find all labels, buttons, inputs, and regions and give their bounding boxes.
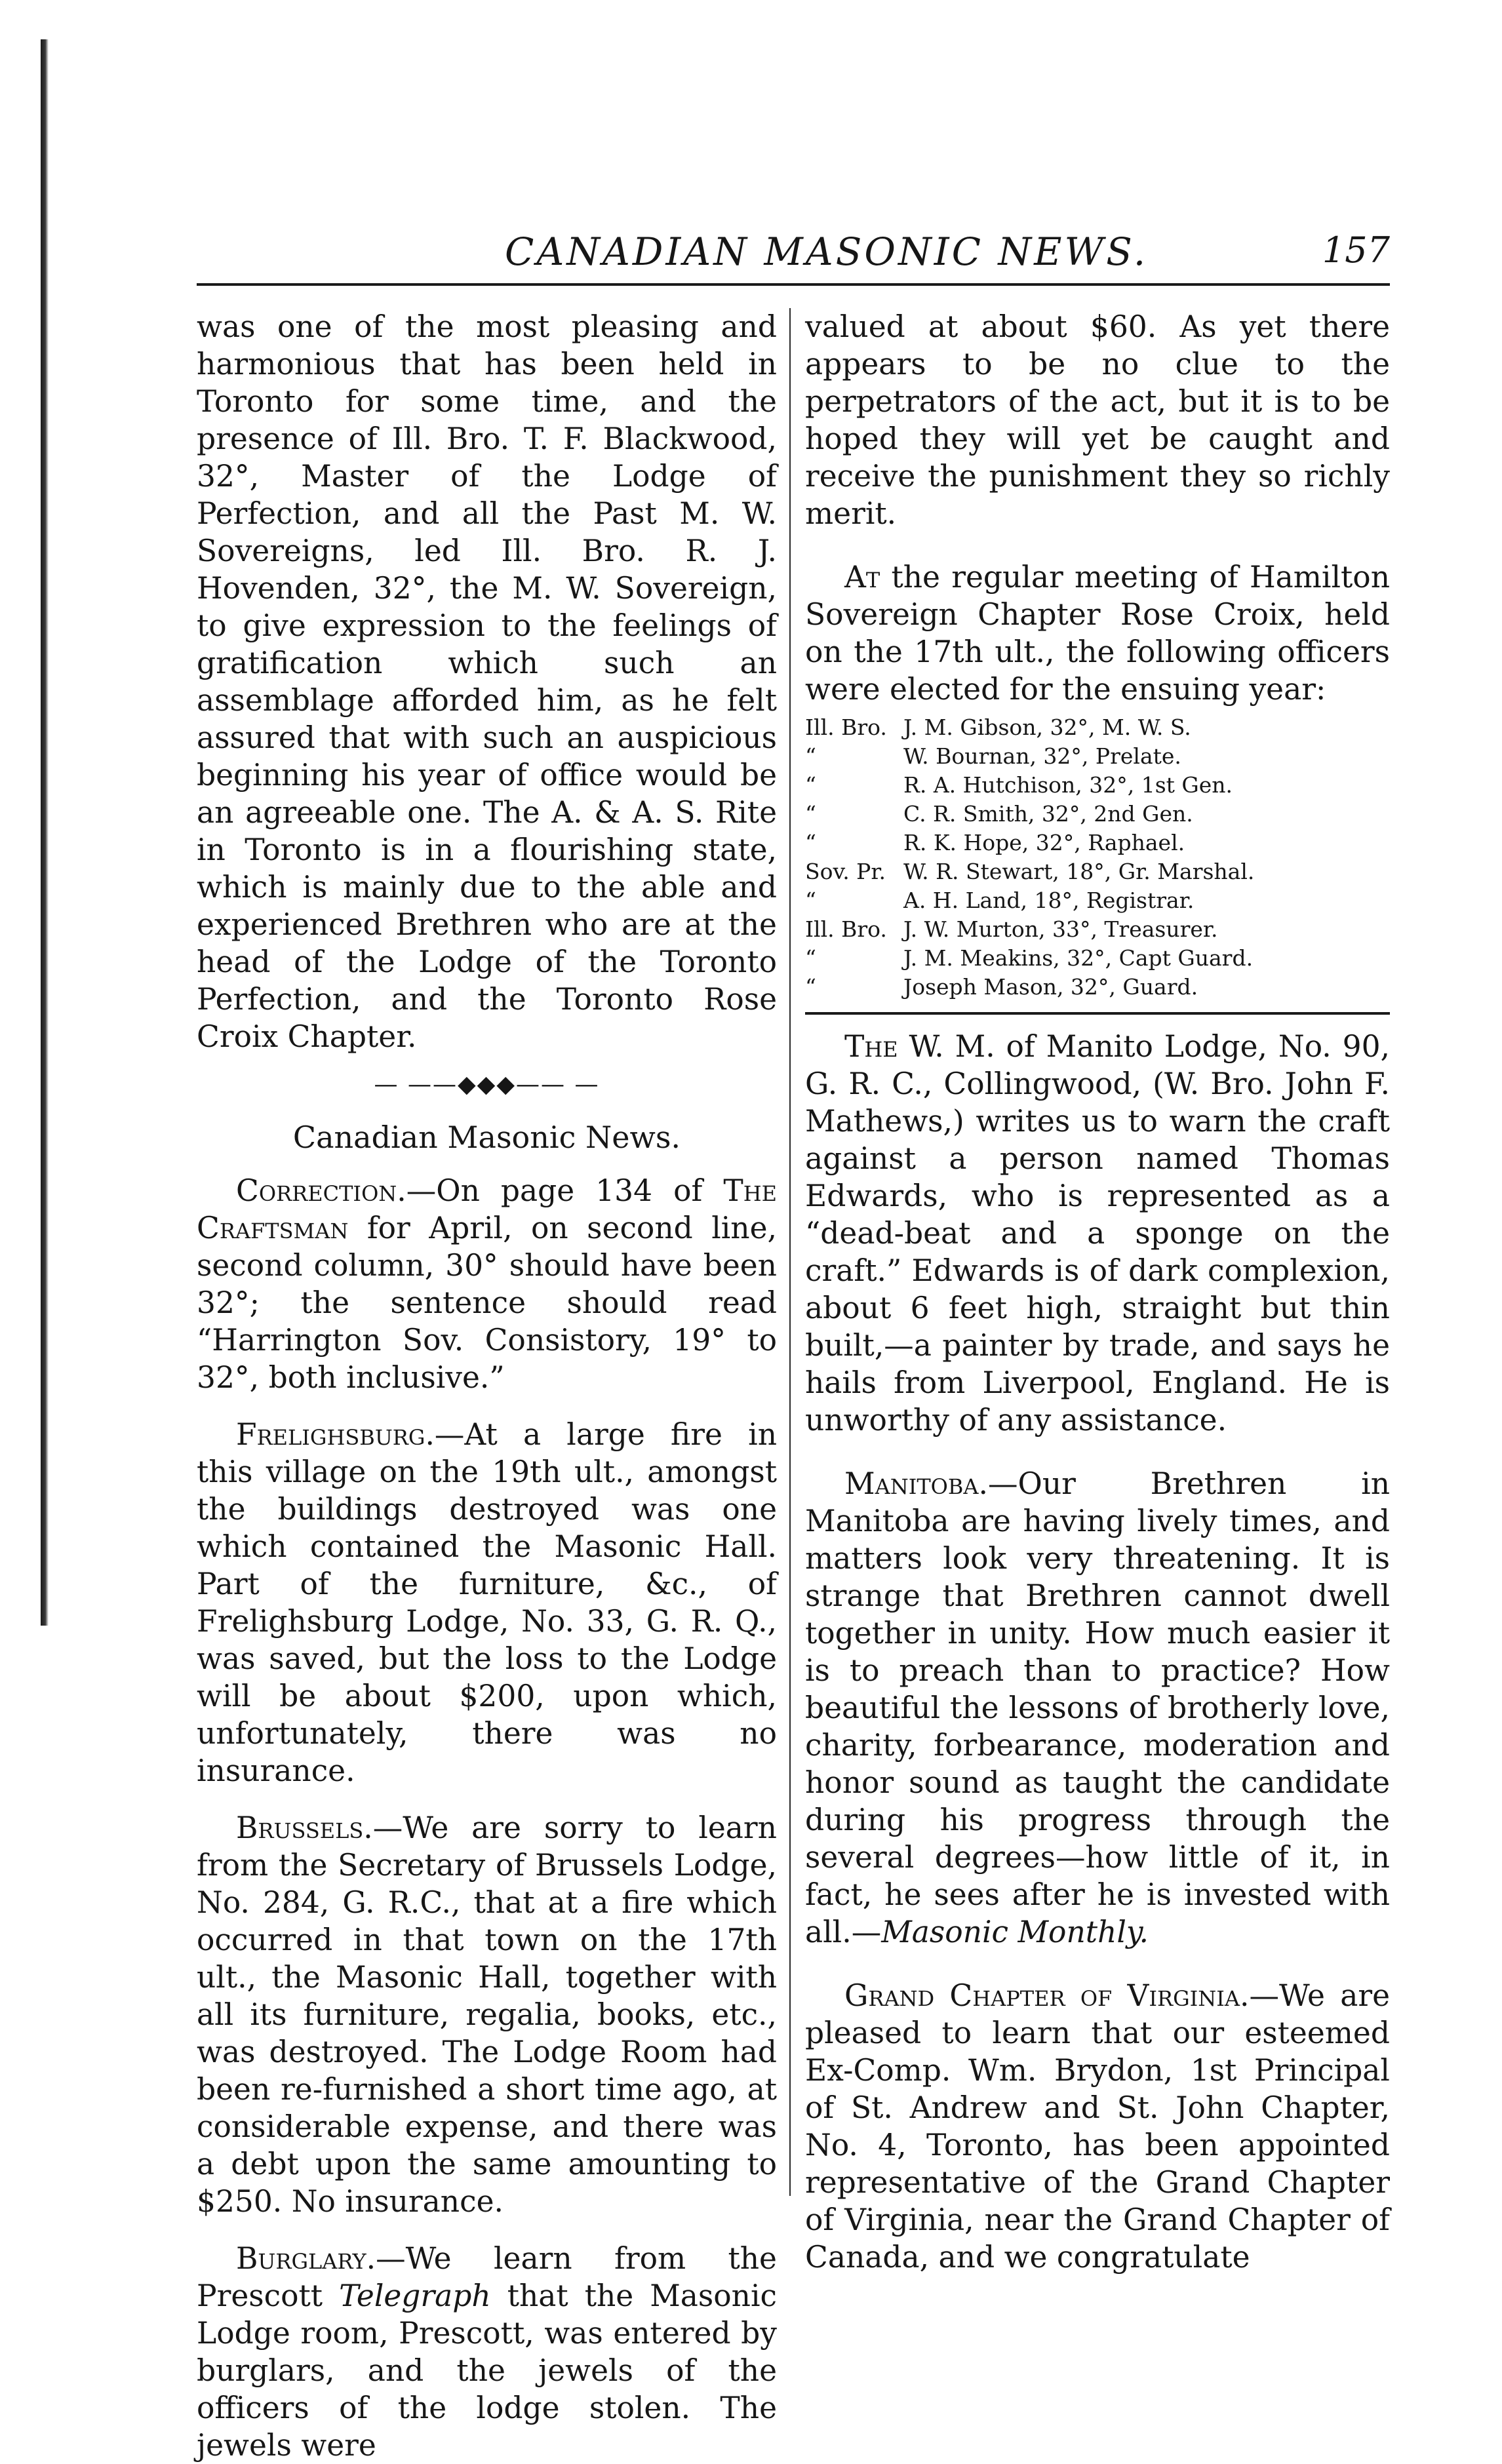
- officer-name: W. Bournan, 32°, Prelate.: [903, 743, 1181, 769]
- item-text: —We learn from the Prescott: [197, 2241, 777, 2313]
- item-text: that the Masonic Lodge room, Prescott, was entered by burglars, and the jewels of the officers of the lodge stolen. The jewels were: [197, 2278, 777, 2463]
- continued-paragraph: was one of the most pleasing and harmonious that has been held in Toronto for some time, and the presence of Ill. Bro. T. F. Blackwood, 32°, Master of the Lodge of Perfection, and all the Past M. W. Sovereigns, led Ill. Bro. R. J. Hovenden, 32°, the M. W. Sovereign, to give expression to the feelings of gratification which such an assemblage afforded him, as he felt assured that with such an auspicious beginning his year of office would be an agreeable one. The A. & A. S. Rite in Toronto is in a flourishing state, which is mainly due to the able and experienced Brethren who are at the head of the Lodge of the Toronto Perfection, and the Toronto Rose Croix Chapter.: [197, 309, 777, 1054]
- section-ornament: — ——◆◆◆—— —: [374, 1071, 600, 1098]
- officer-entry: [805, 829, 1390, 857]
- item-text: —We are pleased to learn that our esteemed Ex-Comp. Wm. Brydon, 1st Principal of St. Andrew and St. John Chapter, No. 4, Toronto, has been appointed representative of the Grand Chapter of Virginia, near the Grand Chapter of Canada, and we congratulate: [805, 1978, 1391, 2275]
- item-text: —We are sorry to learn from the Secretary of Brussels Lodge, No. 284, G. R.C., that at a fire which occurred in that town on the 17th ult., the Masonic Hall, together with all its furniture, regalia, books, etc., was destroyed. The Lodge Room had been re-furnished a short time ago, at considerable expense, and there was a debt upon the same amounting to $250. No insurance.: [197, 1810, 777, 2219]
- burglary-item: [197, 2240, 777, 2464]
- officer-name: W. R. Stewart, 18°, Gr. Marshal.: [903, 859, 1255, 884]
- officer-prefix: Sov. Pr.: [805, 859, 886, 884]
- item-text: the regular meeting of Hamilton Sovereign Chapter Rose Croix, held on the 17th ult., the following officers were elected for the ensuing year:: [805, 560, 1390, 707]
- officer-list-rule: [805, 1012, 1390, 1015]
- officer-prefix: Ill. Bro.: [805, 916, 887, 942]
- hamilton-item: [805, 558, 1390, 708]
- officer-entry: [805, 973, 1390, 1002]
- item-text: —Our Brethren in Manitoba are having lively times, and matters look very threatening. It is strange that Brethren cannot dwell together in unity. How much easier it is to preach than to practice? How beautiful the lessons of brotherly love, charity, forbearance, moderation and honor sound as taught the candidate during his progress through the several degrees—how little of it, in fact, he sees after he is invested with all.—: [805, 1466, 1390, 1949]
- item-lead: Burglary.: [236, 2241, 376, 2276]
- officer-entry: [805, 713, 1390, 742]
- manitoba-item: [805, 1465, 1390, 1951]
- officer-name: J. M. Meakins, 32°, Capt Guard.: [903, 945, 1254, 971]
- officer-prefix: “: [805, 743, 816, 769]
- officer-name: R. A. Hutchison, 32°, 1st Gen.: [903, 772, 1233, 798]
- officer-prefix: Ill. Bro.: [805, 714, 887, 740]
- item-lead: At: [844, 560, 880, 595]
- officer-entry: [805, 800, 1390, 829]
- item-lead: Brussels.: [236, 1810, 373, 1845]
- officer-entry: [805, 915, 1390, 944]
- officer-prefix: “: [805, 772, 816, 798]
- right-column: [805, 308, 1391, 2275]
- virginia-item: [805, 1977, 1390, 2276]
- officer-name: Joseph Mason, 32°, Guard.: [903, 974, 1198, 1000]
- officer-entry: [805, 742, 1390, 771]
- continued-paragraph: valued at about $60. As yet there appears to be no clue to the perpetrators of the act, but it is to be hoped they will yet be caught and receive the punishment they so richly merit.: [805, 309, 1390, 531]
- officer-prefix: “: [805, 830, 816, 855]
- publication-name: Telegraph: [339, 2278, 491, 2313]
- item-lead: Correction.: [236, 1173, 406, 1208]
- officer-entry: [805, 944, 1390, 973]
- page-number: 157: [1322, 229, 1390, 271]
- item-lead: Manitoba.: [844, 1466, 989, 1501]
- left-column: [197, 308, 777, 2463]
- officer-prefix: “: [805, 974, 816, 1000]
- officer-prefix: “: [805, 888, 816, 913]
- brussels-item: [197, 1809, 777, 2220]
- item-lead: Frelighsburg.: [236, 1417, 435, 1452]
- section-heading: Canadian Masonic News.: [292, 1120, 681, 1155]
- officer-name: J. M. Gibson, 32°, M. W. S.: [903, 714, 1191, 740]
- column-divider: [789, 308, 791, 2196]
- publication-name: The Craftsman: [197, 1173, 777, 1245]
- running-title: CANADIAN MASONIC NEWS.: [505, 229, 1149, 274]
- item-lead: The: [844, 1029, 898, 1064]
- item-text: —On page 134 of: [406, 1173, 724, 1208]
- binding-edge: [41, 39, 49, 1626]
- correction-item: [197, 1172, 777, 1396]
- item-text: W. M. of Manito Lodge, No. 90, G. R. C., Collingwood, (W. Bro. John F. Mathews,) writes us to warn the craft against a person named Thomas Edwards, who is represented as a “dead-beat and a sponge on the craft.” Edwards is of dark complexion, about 6 feet high, straight but thin built,—a painter by trade, and says he hails from Liverpool, England. He is unworthy of any assistance.: [805, 1029, 1390, 1437]
- officer-list: [805, 713, 1390, 1002]
- frelighsburg-item: [197, 1416, 777, 1789]
- officer-prefix: “: [805, 801, 816, 827]
- manito-lodge-item: [805, 1028, 1390, 1439]
- item-text: for April, on second line, second column, 30° should have been 32°; the sentence should read “Harrington Sov. Consistory, 19° to 32°, both inclusive.”: [197, 1211, 777, 1395]
- officer-name: R. K. Hope, 32°, Raphael.: [903, 830, 1185, 855]
- officer-name: A. H. Land, 18°, Registrar.: [903, 888, 1195, 913]
- source-citation: Masonic Monthly.: [881, 1915, 1149, 1949]
- item-text: —At a large fire in this village on the 19th ult., amongst the buildings destroyed was one which contained the Masonic Hall. Part of the furniture, &c., of Frelighsburg Lodge, No. 33, G. R. Q., was saved, but the loss to the Lodge will be about $200, upon which, unfortunately, there was no insurance.: [197, 1417, 777, 1788]
- officer-entry: [805, 857, 1390, 886]
- item-lead: Grand Chapter of Virginia.: [844, 1978, 1250, 2013]
- header-rule: [197, 283, 1390, 286]
- officer-entry: [805, 771, 1390, 800]
- page-header: [197, 223, 1390, 275]
- officer-prefix: “: [805, 945, 816, 971]
- officer-entry: [805, 886, 1390, 915]
- officer-name: C. R. Smith, 32°, 2nd Gen.: [903, 801, 1193, 827]
- officer-name: J. W. Murton, 33°, Treasurer.: [903, 916, 1218, 942]
